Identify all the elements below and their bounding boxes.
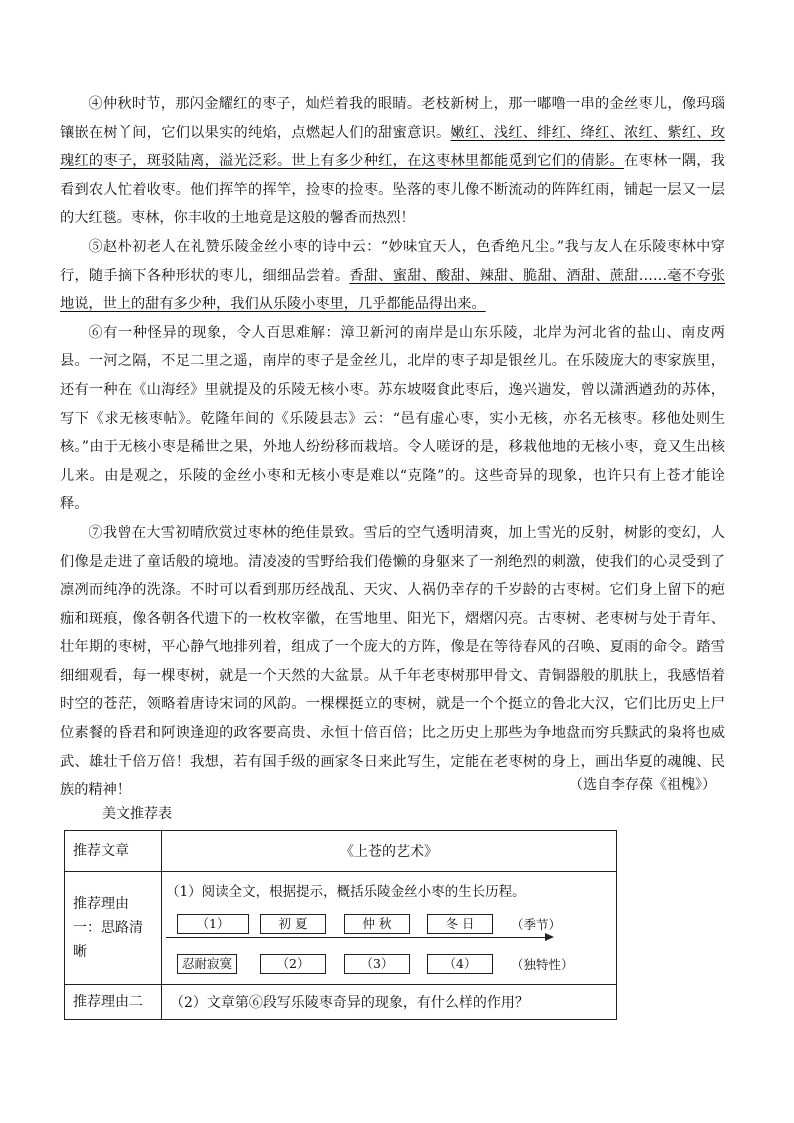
row2-label: 推荐理由一：思路清晰 xyxy=(65,872,162,985)
paragraph-6: ⑥有一种怪异的现象，令人百思难解：漳卫新河的南岸是山东乐陵，北岸为河北省的盐山、南皮两县。一河之隔，不足二里之遥，南岸的枣子是金丝儿，北岸的枣子却是银丝儿。在乐陵庞大的枣家族里，还有一种在《山海经》里就提及的乐陵无核小枣。苏东坡啜食此枣后，逸兴遄发，曾以潇洒遒劲的苏体，写下《求无核枣帖》。乾隆年间的《乐陵县志》云：“邑有虚心枣，实小无核，亦名无核枣。移他处则生核。”由于无核小枣是稀世之果，外地人纷纷移而栽培。令人嗟讶的是，移栽他地的无核小枣，竟又生出核儿来。由是观之，乐陵的金丝小枣和无核小枣是难以“克隆”的。这些奇异的现象，也许只有上苍才能诠释。 xyxy=(60,324,725,513)
season-winter-box: 冬 日 xyxy=(427,914,493,934)
blank-4-box[interactable]: （4） xyxy=(427,954,493,974)
blank-2-box[interactable]: （2） xyxy=(260,954,326,974)
trait-tag: （独特性） xyxy=(511,957,574,972)
blank-3-box[interactable]: （3） xyxy=(344,954,410,974)
paragraph-4-text-b: 在枣林一隅，我看到农人忙着收枣。他们挥竿的挥竿，捡枣的捡枣。坠落的枣儿像不断流动的阵阵红雨，铺起一层又一层的大红毯。枣林，你丰收的土地竟是这般的馨香而热烈！ xyxy=(60,153,725,227)
paragraph-7: ⑦我曾在大雪初晴欣赏过枣林的绝佳景致。雪后的空气透明清爽，加上雪光的反射，树影的变幻，人们像是走进了童话般的境地。清凌凌的雪野给我们倦懒的身躯来了一剂绝烈的刺激，使我们的心灵受到了凛冽而纯净的洗涤。不时可以看到那历经战乱、天灾、人祸仍幸存的千岁龄的古枣树。它们身上留下的疤痂和斑痕，像各朝各代遗下的一枚枚宰徽，在雪地里、阳光下，熠熠闪亮。古枣树、老枣树与处于青年、壮年期的枣树，平心静气地排列着，组成了一个庞大的方阵，像是在等待春风的召唤、夏雨的命令。踏雪细细观看，每一棵枣树，就是一个天然的大盆景。从千年老枣树那甲骨文、青铜器般的肌肤上，我感悟着时空的苍茫，领略着唐诗宋词的风韵。一棵棵挺立的枣树，就是一个个挺立的鲁北大汉，它们比历史上尸位素餐的昏君和阿谀逢迎的政客要高贵、永恒十倍百倍；比之历史上那些为争地盘而穷兵黩武的枭将也威武、雄壮千倍万倍！我想，若有国手级的画家冬日来此写生，定能在老枣树的身上，画出华夏的魂魄、民族的精神！ xyxy=(60,524,725,799)
paragraph-5-text-a: ⑤赵朴初老人在礼赞乐陵金丝小枣的诗中云：“妙味宜天人，色香绝凡尘。”我与友人在乐陵枣林中穿行，随手摘下各种形状的枣儿，细细品尝着。 xyxy=(60,238,725,284)
timeline-arrow-line xyxy=(166,937,546,938)
question-1: （1）阅读全文，根据提示，概括乐陵金丝小枣的生长历程。 xyxy=(166,884,526,900)
row3-label: 推荐理由二 xyxy=(65,985,162,1020)
season-tag: （季节） xyxy=(511,917,562,932)
season-mid-autumn-box: 仲 秋 xyxy=(344,914,410,934)
table-row xyxy=(65,831,617,872)
source-citation: （选自李存葆《祖槐》） xyxy=(569,777,716,793)
paragraph-4 xyxy=(60,90,725,233)
paragraph-5 xyxy=(60,233,725,319)
season-early-summer-box: 初 夏 xyxy=(260,914,326,934)
arrow-right-icon xyxy=(545,933,554,941)
paragraph-4-underlined: 嫩红、浅红、绯红、绛红、浓红、紫红、玫瑰红的枣子，斑驳陆离，溢光泛彩。世上有多少种红，在这枣林里都能觅到它们的倩影。 xyxy=(60,124,725,170)
paragraph-5-underlined: 香甜、蜜甜、酸甜、辣甜、脆甜、酒甜、蔗甜……毫不夸张地说，世上的甜有多少种，我们从乐陵小枣里，几乎都能品得出来。 xyxy=(60,267,725,313)
trait-patience-box: 忍耐寂寞 xyxy=(177,954,237,974)
article-title-cell: 《上苍的艺术》 xyxy=(162,831,617,872)
article-body xyxy=(60,90,725,805)
flow-diagram xyxy=(162,872,616,984)
flow-cell xyxy=(162,872,617,985)
table-title: 美文推荐表 xyxy=(102,806,172,822)
row1-label: 推荐文章 xyxy=(65,831,162,872)
table-row xyxy=(65,872,617,985)
recommendation-table xyxy=(64,830,617,1020)
table-row xyxy=(65,985,617,1020)
paragraph-4-text-a: ④仲秋时节，那闪金耀红的枣子，灿烂着我的眼睛。老枝新树上，那一嘟噜一串的金丝枣儿，像玛瑙镶嵌在树丫间，它们以果实的纯焰，点燃起人们的甜蜜意识。 xyxy=(60,96,725,141)
question-2: （2）文章第⑥段写乐陵枣奇异的现象，有什么样的作用？ xyxy=(162,985,617,1020)
blank-1-box[interactable]: （1） xyxy=(177,914,249,934)
